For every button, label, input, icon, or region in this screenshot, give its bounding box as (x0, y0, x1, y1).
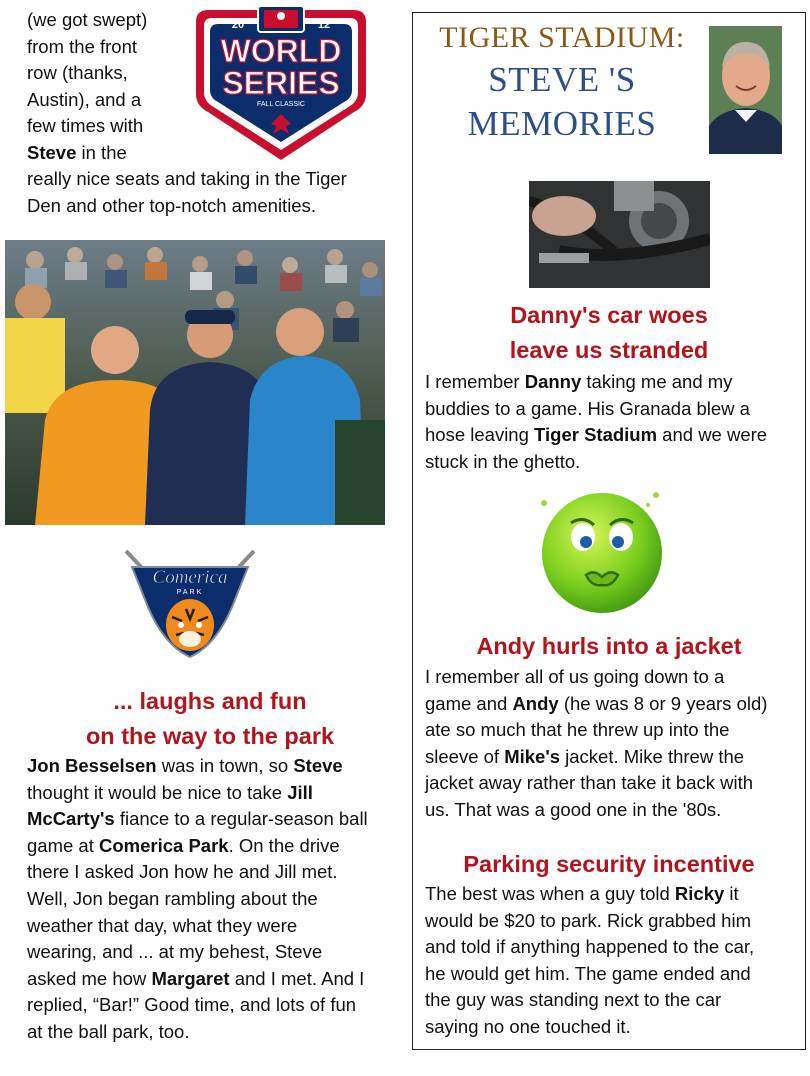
story-line (425, 691, 801, 718)
story-line (27, 753, 407, 780)
title-line-1: TIGER STADIUM: (439, 21, 685, 54)
text: and we were (657, 424, 768, 445)
intro-line (27, 140, 187, 167)
story-line: there I asked Jon how he and Jill met. (27, 861, 338, 883)
story-line: saying no one touched it. (425, 1015, 631, 1037)
story-line: at the ball park, too. (27, 1020, 190, 1042)
story-line: replied, “Bar!” Good time, and lots of fun (27, 994, 357, 1016)
story-line (27, 780, 407, 807)
text: game and (425, 692, 513, 714)
intro-continued (27, 166, 387, 219)
text: fiance to a regular-season ball (114, 808, 368, 830)
name-mike: Mike's (504, 745, 561, 767)
name-steve: Steve (27, 141, 77, 163)
text: jacket. Mike threw the (560, 745, 745, 767)
name-ricky: Ricky (674, 883, 725, 904)
intro-line: really nice seats and taking in the Tiger (27, 168, 347, 189)
text: and I met. And I (229, 967, 365, 989)
story-line: the guy was standing next to the car (425, 989, 722, 1010)
heading-line: Parking security incentive (463, 851, 755, 877)
text: thought it would be nice to take (27, 781, 288, 803)
world-series-logo (188, 2, 374, 164)
text: game at (27, 834, 99, 856)
story-line: I remember all of us going down to a (425, 666, 725, 687)
name-steve: Steve (293, 755, 343, 776)
story-line (425, 422, 801, 449)
story-line: wearing, and ... at my behest, Steve (27, 941, 323, 963)
heading-line: leave us stranded (509, 337, 709, 363)
ws-year-left: 20 (231, 19, 245, 31)
intro-text (27, 7, 187, 166)
ws-word-world: WORLD (220, 33, 342, 69)
story-line (27, 966, 407, 993)
intro-line: few times with (27, 115, 144, 136)
text: sleeve of (425, 745, 505, 767)
name-margaret: Margaret (151, 967, 230, 989)
intro-line: Austin), and a (27, 88, 142, 110)
intro-line: from the front (27, 35, 138, 57)
ws-tagline: FALL CLASSIC (257, 101, 305, 108)
story-parking-body (425, 881, 801, 1040)
name-jon: Jon Besselsen (27, 755, 157, 776)
name-jill: Jill (287, 781, 313, 803)
intro-line: (we got swept) (27, 9, 148, 30)
story-line: stuck in the ghetto. (425, 450, 581, 472)
story-laughs-body (27, 753, 407, 1046)
text: The best was when a guy told (425, 883, 675, 904)
story-heading-laughs (20, 684, 400, 754)
story-andy-body (425, 664, 801, 823)
story-line: he would get him. The game ended and (425, 962, 751, 984)
heading-line: ... laughs and fun (113, 688, 307, 714)
car-engine-photo (529, 181, 710, 288)
text: I remember (425, 371, 525, 392)
story-line: Well, Jon began rambling about the (27, 887, 318, 909)
story-line (425, 744, 801, 771)
story-line (425, 369, 801, 396)
comerica-park-word: PARK (176, 589, 204, 596)
text: asked me how (27, 967, 152, 989)
story-danny-body (425, 369, 801, 475)
heading-line: Danny's car woes (510, 302, 708, 328)
name-comerica: Comerica Park (99, 834, 229, 856)
text: . On the drive (228, 834, 340, 856)
story-heading-danny (413, 298, 805, 368)
text: taking me and my (581, 371, 733, 392)
name-tiger-stadium: Tiger Stadium (534, 424, 658, 445)
story-line: would be $20 to park. Rick grabbed him (425, 909, 751, 931)
title-line-2: STEVE 'S (488, 60, 636, 99)
text: (he was 8 or 9 years old) (558, 692, 768, 714)
name-mccarty: McCarty's (27, 808, 115, 830)
story-heading-andy (413, 630, 805, 662)
ws-year-right: 12 (317, 19, 331, 31)
story-line: and told if anything happened to the car, (425, 936, 755, 957)
story-line (27, 806, 407, 833)
intro-line: Den and other top-notch amenities. (27, 194, 316, 216)
comerica-word: Comerica (152, 567, 228, 588)
text: in the (76, 141, 127, 163)
name-danny: Danny (524, 371, 582, 392)
text: it (724, 883, 739, 904)
intro-line: row (thanks, (27, 62, 128, 83)
story-heading-parking (413, 848, 805, 880)
heading-line: Andy hurls into a jacket (476, 633, 742, 659)
ws-word-series: SERIES (222, 65, 340, 101)
story-line: ate so much that he threw up into the (425, 719, 730, 740)
memories-title (418, 18, 706, 146)
story-line: us. That was a good one in the '80s. (425, 798, 722, 820)
stadium-photo (5, 240, 385, 525)
heading-line: on the way to the park (85, 723, 335, 749)
name-andy: Andy (512, 692, 559, 714)
story-line (425, 881, 801, 908)
story-line: weather that day, what they were (27, 914, 298, 936)
steve-portrait (709, 26, 782, 154)
comerica-park-logo (120, 547, 260, 659)
story-line (27, 833, 407, 860)
sick-face-emoji (536, 485, 666, 617)
text: was in town, so (156, 755, 294, 776)
story-line: buddies to a game. His Granada blew a (425, 397, 750, 419)
title-line-3: MEMORIES (467, 104, 657, 143)
story-line: jacket away rather than take it back with (425, 772, 754, 793)
text: hose leaving (425, 424, 535, 445)
